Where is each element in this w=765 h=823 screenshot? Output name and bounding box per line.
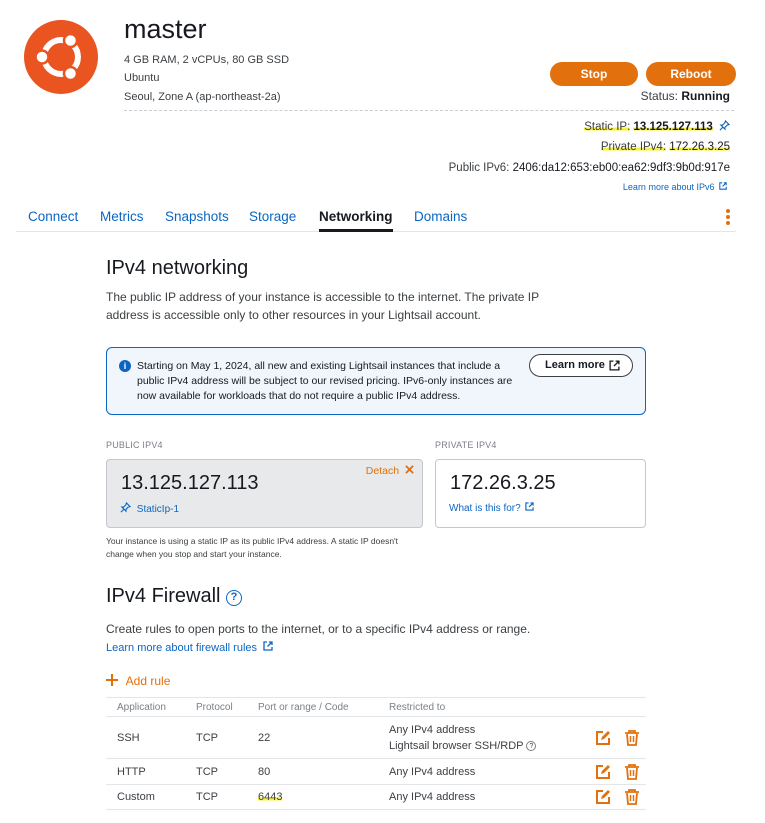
instance-name: master <box>124 14 207 44</box>
table-row <box>106 759 646 785</box>
rule-actions <box>574 785 646 810</box>
external-link-icon <box>719 182 727 190</box>
static-ip-link[interactable] <box>120 502 179 515</box>
tab-storage[interactable]: Storage <box>249 209 297 224</box>
rule-actions <box>574 717 646 759</box>
status-label: Status: <box>640 89 678 103</box>
external-link-icon <box>525 502 534 511</box>
pricing-notice <box>106 347 646 415</box>
delete-icon[interactable] <box>624 730 640 746</box>
static-ip-label: Static IP: <box>584 121 631 133</box>
table-row <box>106 785 646 810</box>
firewall-description: Create rules to open ports to the internet, or to a specific IPv4 address or range. <box>106 622 531 636</box>
static-ip-note: Your instance is using a static IP as its public IPv4 address. A static IP doesn't change when you stop and start your instance. <box>106 536 399 559</box>
what-is-this-link[interactable] <box>449 502 534 514</box>
ipv6-label: Public IPv6: <box>448 162 510 174</box>
ipv6-row <box>449 162 730 174</box>
rule-restricted-extra <box>389 738 574 754</box>
rule-actions <box>574 759 646 785</box>
learn-more-button[interactable] <box>529 354 633 377</box>
table-header-row <box>106 698 646 717</box>
column-header: Application <box>106 698 185 717</box>
rule-restricted-extra-label: Lightsail browser SSH/RDP <box>389 739 524 752</box>
static-ip-name: StaticIp-1 <box>136 504 180 515</box>
rule-protocol: TCP <box>185 759 247 785</box>
rule-port-value: 6443 <box>258 791 283 803</box>
rule-restricted-value: Any IPv4 address <box>389 723 476 736</box>
tab-connect[interactable]: Connect <box>28 209 79 224</box>
ipv6-value: 2406:da12:653:eb00:ea62:9df3:9b0d:917e <box>512 162 730 174</box>
private-ip-label: Private IPv4: <box>600 141 667 153</box>
tab-bar <box>16 203 736 232</box>
rule-application: HTTP <box>106 759 185 785</box>
instance-specs: 4 GB RAM, 2 vCPUs, 80 GB SSD <box>124 54 290 66</box>
column-header <box>574 698 646 717</box>
firewall-title-row <box>106 585 242 608</box>
edit-icon[interactable] <box>595 764 611 780</box>
column-header: Protocol <box>185 698 247 717</box>
rule-restricted: Any IPv4 address <box>378 785 574 810</box>
public-ipv4-card <box>106 459 423 528</box>
instance-location: Seoul, Zone A (ap-northeast-2a) <box>124 91 281 103</box>
tab-domains[interactable]: Domains <box>414 209 468 224</box>
firewall-learn-link[interactable] <box>106 641 273 654</box>
learn-ipv6-link[interactable] <box>623 182 727 192</box>
private-ip-row <box>601 141 730 153</box>
close-icon <box>405 465 414 474</box>
info-icon: i <box>119 360 131 372</box>
pin-icon[interactable] <box>719 120 730 131</box>
external-link-icon <box>263 641 273 651</box>
public-ipv4-caption: PUBLIC IPV4 <box>106 440 163 450</box>
edit-icon[interactable] <box>595 789 611 805</box>
instance-status <box>641 89 730 103</box>
pin-icon <box>120 502 131 513</box>
ipv4-networking-title: IPv4 networking <box>106 257 249 279</box>
rule-port: 80 <box>247 759 378 785</box>
firewall-rules-table <box>106 697 646 810</box>
delete-icon[interactable] <box>624 764 640 780</box>
what-is-this-label: What is this for? <box>449 503 521 514</box>
public-ip-value: 13.125.127.113 <box>121 472 259 494</box>
rule-application: SSH <box>106 717 185 759</box>
rule-port: 22 <box>247 717 378 759</box>
static-ip-row <box>584 120 730 133</box>
learn-ipv6-label: Learn more about IPv6 <box>622 182 715 192</box>
edit-icon[interactable] <box>595 730 611 746</box>
rule-restricted <box>378 717 574 759</box>
tab-metrics[interactable]: Metrics <box>100 209 144 224</box>
static-ip-value: 13.125.127.113 <box>633 121 713 133</box>
private-ip-value: 172.26.3.25 <box>450 472 556 494</box>
learn-more-label: Learn more <box>545 359 605 371</box>
private-ip-value: 172.26.3.25 <box>669 141 730 153</box>
private-ipv4-caption: PRIVATE IPV4 <box>435 440 497 450</box>
plus-icon <box>106 674 118 686</box>
detach-label: Detach <box>365 465 400 477</box>
ipv4-networking-description: The public IP address of your instance is accessible to the internet. The private IP address is accessible only to other resources in your Lightsail account. <box>106 290 539 322</box>
tab-snapshots[interactable]: Snapshots <box>165 209 229 224</box>
rule-port <box>247 785 378 810</box>
column-header: Restricted to <box>378 698 574 717</box>
more-actions-icon[interactable] <box>726 209 730 227</box>
rule-protocol: TCP <box>185 717 247 759</box>
instance-os: Ubuntu <box>124 72 160 84</box>
reboot-button[interactable]: Reboot <box>646 62 736 86</box>
firewall-title: IPv4 Firewall <box>106 585 221 607</box>
firewall-learn-label: Learn more about firewall rules <box>106 642 258 654</box>
header-divider <box>124 110 734 111</box>
status-value: Running <box>681 89 730 103</box>
add-rule-button[interactable] <box>106 674 170 688</box>
rule-application: Custom <box>106 785 185 810</box>
add-rule-label: Add rule <box>125 674 171 688</box>
rule-protocol: TCP <box>185 785 247 810</box>
pricing-notice-text: Starting on May 1, 2024, all new and existing Lightsail instances that include a public IPv4 address will be subject to our revised pricing. IPv6-only instances are now available for workloads that do not require a public IPv4 address. <box>137 360 513 402</box>
ubuntu-logo-icon <box>24 20 98 94</box>
rule-restricted: Any IPv4 address <box>378 759 574 785</box>
help-icon[interactable]: ? <box>526 741 536 751</box>
private-ipv4-card <box>435 459 646 528</box>
detach-button[interactable] <box>366 465 414 477</box>
stop-button[interactable]: Stop <box>550 62 638 86</box>
delete-icon[interactable] <box>624 789 640 805</box>
column-header: Port or range / Code <box>247 698 378 717</box>
external-link-icon <box>609 360 620 371</box>
help-icon[interactable]: ? <box>226 590 242 606</box>
tab-networking[interactable]: Networking <box>319 209 393 232</box>
table-row <box>106 717 646 759</box>
